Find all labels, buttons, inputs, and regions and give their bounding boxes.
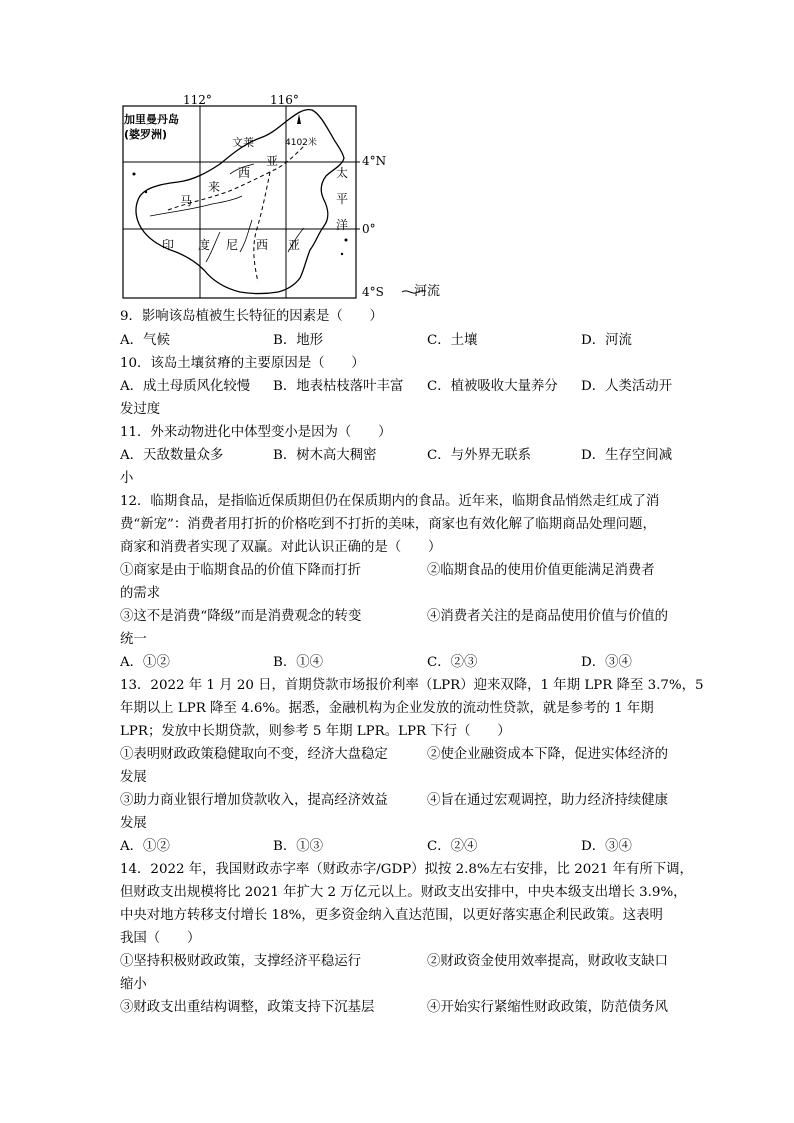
q14-item-3: ③财政支出重结构调整，政策支持下沉基层 <box>120 1000 375 1015</box>
malaysia-char-2: 来 <box>208 180 221 194</box>
q11-option-c: C．与外界无联系 <box>427 448 531 463</box>
q9-option-a: A．气候 <box>120 333 170 348</box>
q12-item-3: ③这不是消费“降级”而是消费观念的转变 <box>120 609 362 624</box>
q11-option-d: D．生存空间减 <box>581 448 673 463</box>
q13-item-1: ①表明财政政策稳健取向不变，经济大盘稳定 <box>120 747 388 762</box>
q13-item-2-continued: 发展 <box>120 770 147 785</box>
peak-marker <box>297 114 301 124</box>
q9-option-d: D．河流 <box>581 333 632 348</box>
q12-item-1: ①商家是由于临期食品的价值下降而打折 <box>120 563 362 578</box>
q10-option-c: C．植被吸收大量养分 <box>427 379 558 394</box>
q10-option-a: A．成土母质风化较慢 <box>120 379 251 394</box>
q9-option-b: B．地形 <box>273 333 324 348</box>
q9-option-c: C．土壤 <box>427 333 478 348</box>
indonesia-char-4: 西 <box>256 238 269 252</box>
q12-option-d: D．③④ <box>581 655 632 670</box>
q13-option-a: A．①② <box>120 839 170 854</box>
lat-label-4s: 4°S <box>362 285 384 299</box>
q12-item-4-continued: 统一 <box>120 632 147 647</box>
q11-option-a: A．天敌数量众多 <box>120 448 224 463</box>
question-14-line-3: 中央对地方转移支付增长 18%，更多资金纳入直达范围，以更好落实惠企利民政策。这表明 <box>120 908 663 923</box>
q13-item-3: ③助力商业银行增加贷款收入，提高经济效益 <box>120 793 388 808</box>
question-14-line-2: 但财政支出规模将比 2021 年扩大 2 万亿元以上。财政支出安排中，中央本级支出增长 3.9%， <box>120 885 687 900</box>
q12-item-2: ②临期食品的使用价值更能满足消费者 <box>427 563 655 578</box>
lon-label-116: 116° <box>270 93 299 107</box>
pacific-char-3: 洋 <box>336 218 349 232</box>
brunei-label: 文莱 <box>232 136 254 149</box>
question-11: 11．外来动物进化中体型变小是因为（ ） <box>120 425 392 440</box>
q10-option-b: B．地表枯枝落叶丰富 <box>273 379 404 394</box>
q10-option-d-continued: 发过度 <box>120 402 161 417</box>
question-12-line-1: 12．临期食品，是指临近保质期但仍在保质期内的食品。近年来，临期食品悄然走红成了消 <box>120 494 660 509</box>
lat-label-0: 0° <box>362 222 376 236</box>
question-12-line-2: 费“新宠”：消费者用打折的价格吃到不打折的美味，商家也有效化解了临期商品处理问题， <box>120 517 656 532</box>
question-13-line-2: 年期以上 LPR 降至 4.6%。据悉，金融机构为企业发放的流动性贷款，就是参考的 1 年期 <box>120 701 654 716</box>
malaysia-char-4: 亚 <box>266 154 279 168</box>
pacific-char-2: 平 <box>336 192 349 206</box>
peak-label: 4102米 <box>285 138 317 148</box>
q12-item-4: ④消费者关注的是商品使用价值与价值的 <box>427 609 669 624</box>
q10-option-d: D．人类活动开 <box>581 379 673 394</box>
q11-option-d-continued: 小 <box>120 471 134 486</box>
q13-item-4: ④旨在通过宏观调控，助力经济持续健康 <box>427 793 669 808</box>
malaysia-char-1: 马 <box>180 194 193 208</box>
q11-option-b: B．树木高大稠密 <box>273 448 377 463</box>
question-10: 10．该岛土壤贫瘠的主要原因是（ ） <box>120 356 365 371</box>
q12-option-a: A．①② <box>120 655 170 670</box>
q13-item-2: ②使企业融资成本下降，促进实体经济的 <box>427 747 669 762</box>
indonesia-char-2: 度 <box>198 238 211 252</box>
indonesia-char-1: 印 <box>162 238 175 252</box>
malaysia-char-3: 西 <box>238 166 251 180</box>
island-name-label: 加里曼丹岛 (婆罗洲) <box>124 113 179 141</box>
q14-item-2: ②财政资金使用效率提高，财政收支缺口 <box>427 954 669 969</box>
q12-option-c: C．②③ <box>427 655 478 670</box>
lon-label-112: 112° <box>183 93 212 107</box>
indonesia-char-5: 亚 <box>288 238 301 252</box>
question-13-line-1: 13．2022 年 1 月 20 日，首期贷款市场报价利率（LPR）迎来双降，1 年期 LPR 降至 3.7%，5 <box>120 678 704 693</box>
q14-item-1: ①坚持积极财政政策，支撑经济平稳运行 <box>120 954 362 969</box>
question-13-line-3: LPR；发放中长期贷款，则参考 5 年期 LPR。LPR 下行（ ） <box>120 724 511 739</box>
borneo-map <box>120 92 460 304</box>
q14-item-4: ④开始实行紧缩性财政政策，防范债务风 <box>427 1000 669 1015</box>
lat-label-4n: 4°N <box>362 154 387 168</box>
question-14-line-4: 我国（ ） <box>120 931 201 946</box>
legend-river-label: 河流 <box>414 284 441 299</box>
q14-item-2-continued: 缩小 <box>120 977 147 992</box>
q12-option-b: B．①④ <box>273 655 324 670</box>
indonesia-char-3: 尼 <box>226 238 239 252</box>
question-9: 9．影响该岛植被生长特征的因素是（ ） <box>120 309 383 324</box>
q13-option-d: D．③④ <box>581 839 632 854</box>
question-12-line-3: 商家和消费者实现了双赢。对此认识正确的是（ ） <box>120 540 442 555</box>
question-14-line-1: 14．2022 年，我国财政赤字率（财政赤字/GDP）拟按 2.8%左右安排，比 2021 年有所下调， <box>120 862 693 877</box>
pacific-char-1: 太 <box>336 166 349 180</box>
q13-item-4-continued: 发展 <box>120 816 147 831</box>
q13-option-b: B．①③ <box>273 839 324 854</box>
q13-option-c: C．②④ <box>427 839 478 854</box>
q12-item-2-continued: 的需求 <box>120 586 161 601</box>
